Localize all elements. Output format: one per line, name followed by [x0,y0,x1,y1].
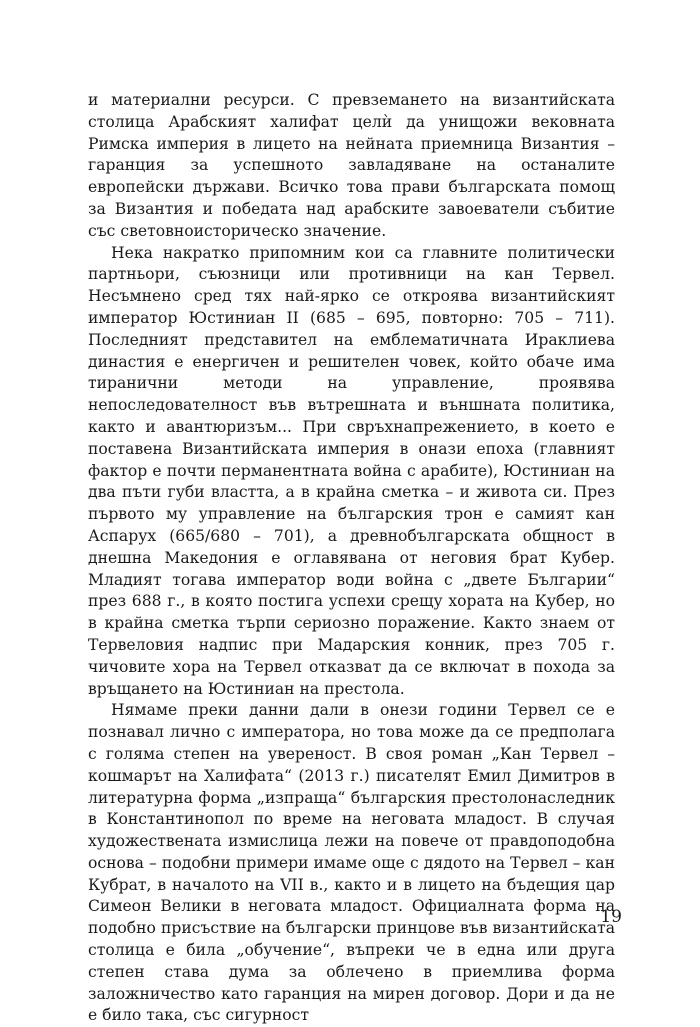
paragraph-2: Нека накратко припомним кои са главните политически партньори, съюзници или противници на кан Тервел. Несъмнено сред тях най-ярко се откроява византийският император Юстиниан II (685 – 695, повторно: 705 – 711). Последният представител на емблематичната Ираклиева династия е енергичен и решителен човек, който обаче има тиранични методи на управление, проявява непоследователност във вътрешната и външната политика, както и авантюризъм... При свръхнапрежението, в което е поставена Византийската империя в онази епоха (главният фактор е почти перманентната война с арабите), Юстиниан на два пъти губи властта, а в крайна сметка – и живота си. През първото му управление на българския трон е самият кан Аспарух (665/680 – 701), а древнобългарската общност в днешна Македония е оглавявана от неговия брат Кубер. Младият тогава император води война с „двете Българии“ през 688 г., в която постига успехи срещу хората на Кубер, но в крайна сметка търпи сериозно поражение. Както знаем от Тервеловия надпис при Мадарския конник, през 705 г. чичовите хора на Тервел отказват да се включат в похода за връщането на Юстиниан на престола. [88,243,615,698]
paragraph-1: и материални ресурси. С превземането на византийската столица Арабският халифат целѝ да унищожи вековната Римска империя в лицето на нейната приемница Византия – гаранция за успешното завладяване на останалите европейски държави. Всичко това прави българската помощ за Византия и победата над арабските завоеватели събитие със световноисторическо значение. [88,91,615,240]
page-number: 19 [600,907,622,927]
body-text [88,90,615,1027]
paragraph-3: Нямаме преки данни дали в онези години Тервел се е познавал лично с императора, но това може да се предполага с голяма степен на увереност. В своя роман „Кан Тервел – кошмарът на Халифата“ (2013 г.) писателят Емил Димитров в литературна форма „изпраща“ българския престолонаследник в Константинопол по време на неговата младост. В случая художествената измислица лежи на повече от правдоподобна основа – подобни примери имаме още с дядото на Тервел – кан Кубрат, в началото на VII в., както и в лицето на бъдещия цар Симеон Велики в неговата младост. Официалната форма на подобно присъствие на български принцове във византийската столица е била „обучение“, въпреки че в една или друга степен става дума за облечено в приемлива форма заложничество като гаранция на мирен договор. Дори и да не е било така, със сигурност [88,701,615,1025]
